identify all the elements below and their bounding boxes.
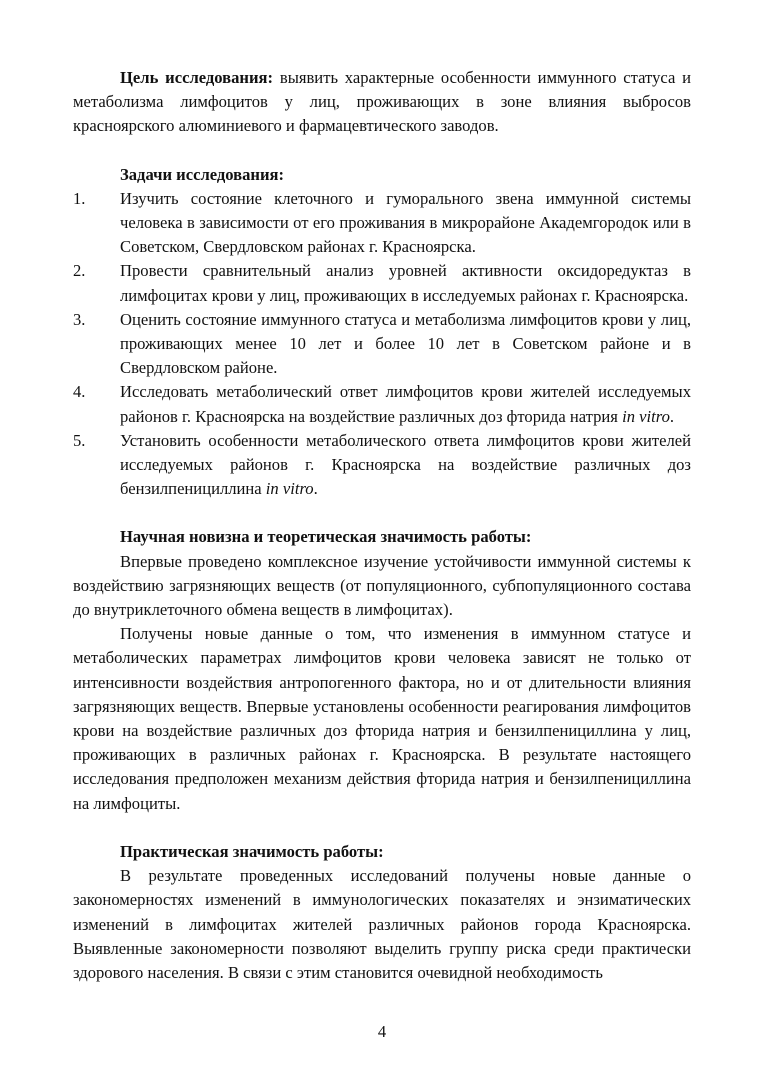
list-item-number: 2. [73,261,86,281]
list-item-number: 5. [73,430,86,450]
list-item-body: Изучить состояние клеточного и гуморального звена иммунной системы человека в зависимости от его проживания в микрорайоне Академгородок или в Советском, Свердловском районах г. Красноярска. [120,188,691,257]
list-item [73,429,691,502]
novelty-heading: Научная новизна и теоретическая значимость работы: [120,527,532,547]
list-item-text [120,187,691,260]
list-item-text [120,429,691,502]
list-item-end: . [669,406,675,426]
list-item-text [120,308,691,381]
tasks-heading: Задачи исследования: [120,164,285,184]
page-number: 4 [377,1022,387,1041]
list-item-body: Исследовать метаболический ответ лимфоцитов крови жителей исследуемых районов г. Красноярска на воздействие различных доз фторида натрия [120,382,691,426]
list-item [73,308,691,381]
tasks-list [73,187,691,502]
list-item-number: 1. [73,188,86,208]
list-item-number: 3. [73,309,86,329]
list-item-number: 4. [73,382,86,402]
in-vitro-term: in vitro [622,406,670,426]
aim-text: выявить характерные особенности иммунного статуса и метаболизма лимфоцитов у лиц, проживающих в зоне влияния выбросов красноярского алюминиевого и фармацевтического заводов. [73,68,691,136]
practical-heading: Практическая значимость работы: [120,841,384,861]
list-item-body: Оценить состояние иммунного статуса и метаболизма лимфоцитов крови у лиц, проживающих менее 10 лет и более 10 лет в Советском районе и в Свердловском районе. [120,309,691,378]
in-vitro-term: in vitro [265,479,314,499]
list-item-text [120,380,691,428]
page-content [73,66,691,985]
aim-paragraph [73,66,691,139]
practical-paragraph: В результате проведенных исследований получены новые данные о закономерностях изменений в иммунологических показателях и энзиматических изменений в лимфоцитах жителей различных районов города Красноярска. Выявленные закономерности позволяют выделить группу риска среди практически здорового населения. В связи с этим становится очевидной необходимость [73,866,691,982]
aim-label: Цель исследования: [120,68,274,87]
novelty-paragraph-1: Впервые проведено комплексное изучение устойчивости иммунной системы к воздействию загрязняющих веществ (от популяционного, субпопуляционного состава до внутриклеточного обмена веществ в лимфоцитах). [73,551,691,620]
list-item-end: . [313,479,318,499]
list-item [73,259,691,307]
list-item [73,380,691,428]
novelty-paragraph-2: Получены новые данные о том, что изменения в иммунном статусе и метаболических параметрах лимфоцитов крови человека зависят не только от интенсивности воздействия антропогенного фактора, но и от длительности влияния загрязняющих веществ. Впервые установлены особенности реагирования лимфоцитов крови на воздействие различных доз фторида натрия и бензилпенициллина у лиц, проживающих в различных районах г. Красноярска. В результате настоящего исследования предположен механизм действия фторида натрия и бензилпенициллина на лимфоциты. [73,624,691,813]
list-item [73,187,691,260]
list-item-body: Установить особенности метаболического ответа лимфоцитов крови жителей исследуемых районов г. Красноярска на воздействие различных доз бензилпенициллина [120,430,691,499]
list-item-text [120,259,691,307]
list-item-body: Провести сравнительный анализ уровней активности оксидоредуктаз в лимфоцитах крови у лиц, проживающих в исследуемых районах г. Красноярска. [120,261,691,305]
